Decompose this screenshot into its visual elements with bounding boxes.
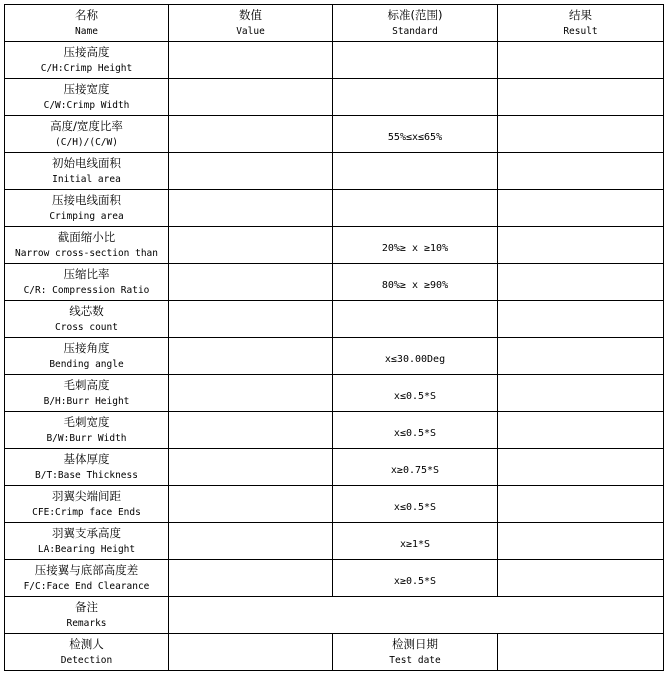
item-standard-cell (333, 486, 498, 523)
item-standard-text: x≤0.5*S (393, 427, 437, 439)
item-name-en: B/H:Burr Height (43, 395, 130, 407)
item-value-cell[interactable] (169, 153, 333, 190)
item-value-cell[interactable] (169, 79, 333, 116)
item-value-cell[interactable] (169, 264, 333, 301)
item-standard-cell (333, 42, 498, 79)
item-result-cell[interactable] (498, 301, 664, 338)
item-name-en: Narrow cross-section than (15, 247, 158, 259)
item-value-cell[interactable] (169, 190, 333, 227)
item-name-en: C/R: Compression Ratio (23, 284, 150, 296)
item-name-zh: 压接电线面积 (52, 192, 121, 207)
detection-value-cell[interactable] (169, 634, 333, 671)
item-name-en: C/W:Crimp Width (43, 99, 130, 111)
item-standard-text: x≤0.5*S (393, 501, 437, 513)
item-name-zh: 初始电线面积 (52, 155, 121, 170)
table-row (5, 264, 664, 301)
item-standard-cell (333, 79, 498, 116)
item-standard-cell (333, 116, 498, 153)
item-value-cell[interactable] (169, 338, 333, 375)
item-value-cell[interactable] (169, 486, 333, 523)
item-value-cell[interactable] (169, 116, 333, 153)
item-name-cell (5, 375, 169, 412)
test-date-label-cell (333, 634, 498, 671)
remarks-zh: 备注 (75, 599, 98, 614)
item-name-cell (5, 338, 169, 375)
item-name-zh: 毛刺高度 (63, 377, 110, 392)
item-standard-cell (333, 264, 498, 301)
item-name-cell (5, 79, 169, 116)
item-name-zh: 毛刺宽度 (63, 414, 110, 429)
detection-zh: 检测人 (69, 636, 104, 651)
test-date-value-cell[interactable] (498, 634, 664, 671)
header-value-zh: 数值 (239, 7, 262, 22)
detection-en: Detection (60, 654, 113, 666)
remarks-label-cell (5, 597, 169, 634)
item-name-zh: 羽翼支承高度 (52, 525, 121, 540)
item-result-cell[interactable] (498, 190, 664, 227)
item-standard-cell (333, 153, 498, 190)
table-row (5, 116, 664, 153)
item-name-zh: 线芯数 (69, 303, 104, 318)
remarks-value-cell[interactable] (169, 597, 664, 634)
item-result-cell[interactable] (498, 560, 664, 597)
item-result-cell[interactable] (498, 375, 664, 412)
item-value-cell[interactable] (169, 523, 333, 560)
item-name-cell (5, 523, 169, 560)
item-name-cell (5, 227, 169, 264)
item-name-cell (5, 116, 169, 153)
item-result-cell[interactable] (498, 412, 664, 449)
item-standard-cell (333, 375, 498, 412)
item-name-zh: 截面缩小比 (57, 229, 116, 244)
test-date-en: Test date (389, 654, 441, 666)
table-row (5, 375, 664, 412)
item-value-cell[interactable] (169, 560, 333, 597)
item-name-cell (5, 560, 169, 597)
table-row (5, 301, 664, 338)
item-name-zh: 压缩比率 (63, 266, 110, 281)
header-name-zh: 名称 (75, 7, 98, 22)
table-row (5, 523, 664, 560)
table-row (5, 412, 664, 449)
item-standard-cell (333, 227, 498, 264)
item-result-cell[interactable] (498, 79, 664, 116)
table-row (5, 79, 664, 116)
item-value-cell[interactable] (169, 301, 333, 338)
table-row (5, 190, 664, 227)
table-row (5, 42, 664, 79)
crimp-inspection-table (4, 4, 664, 671)
item-standard-text: x≥0.75*S (390, 464, 440, 476)
item-result-cell[interactable] (498, 42, 664, 79)
item-name-cell (5, 153, 169, 190)
item-value-cell[interactable] (169, 375, 333, 412)
item-name-cell (5, 42, 169, 79)
item-name-zh: 高度/宽度比率 (50, 118, 123, 133)
item-result-cell[interactable] (498, 486, 664, 523)
table-row (5, 486, 664, 523)
item-standard-text: x≥1*S (399, 538, 431, 550)
item-result-cell[interactable] (498, 264, 664, 301)
item-name-en: Initial area (52, 173, 121, 185)
footer-row (5, 634, 664, 671)
remarks-row (5, 597, 664, 634)
table-row (5, 560, 664, 597)
item-standard-text: 20%≥ x ≥10% (381, 242, 449, 254)
item-standard-cell (333, 338, 498, 375)
item-name-zh: 基体厚度 (63, 451, 110, 466)
item-name-en: Bending angle (49, 358, 124, 370)
item-result-cell[interactable] (498, 449, 664, 486)
item-value-cell[interactable] (169, 227, 333, 264)
header-result-zh: 结果 (569, 7, 592, 22)
item-name-zh: 压接翼与底部高度差 (34, 562, 139, 577)
table-row (5, 449, 664, 486)
item-result-cell[interactable] (498, 116, 664, 153)
item-name-cell (5, 264, 169, 301)
header-standard-cell (333, 5, 498, 42)
item-standard-cell (333, 523, 498, 560)
item-standard-cell (333, 301, 498, 338)
item-name-zh: 压接角度 (63, 340, 110, 355)
item-name-cell (5, 486, 169, 523)
item-name-en: B/T:Base Thickness (35, 469, 138, 481)
header-value-en: Value (236, 25, 265, 37)
item-name-en: LA:Bearing Height (37, 543, 136, 555)
header-name-cell (5, 5, 169, 42)
item-result-cell[interactable] (498, 227, 664, 264)
item-value-cell[interactable] (169, 412, 333, 449)
item-name-zh: 压接高度 (63, 44, 110, 59)
header-row (5, 5, 664, 42)
item-result-cell[interactable] (498, 338, 664, 375)
item-name-en: CFE:Crimp face Ends (32, 506, 141, 518)
item-name-en: C/H:Crimp Height (40, 62, 133, 74)
item-name-zh: 压接宽度 (63, 81, 110, 96)
header-value-cell (169, 5, 333, 42)
test-date-zh: 检测日期 (392, 636, 438, 651)
header-result-cell (498, 5, 664, 42)
header-result-en: Result (563, 25, 598, 37)
item-standard-text: x≤30.00Deg (384, 353, 446, 365)
item-result-cell[interactable] (498, 153, 664, 190)
table-row (5, 338, 664, 375)
item-name-en: B/W:Burr Width (46, 432, 127, 444)
item-name-zh: 羽翼尖端间距 (52, 488, 121, 503)
header-standard-en: Standard (392, 25, 438, 37)
item-value-cell[interactable] (169, 449, 333, 486)
item-name-cell (5, 449, 169, 486)
header-standard-zh: 标准(范围) (387, 7, 443, 22)
remarks-en: Remarks (66, 617, 107, 629)
item-standard-text: 80%≥ x ≥90% (381, 279, 449, 291)
table-row (5, 227, 664, 264)
detection-label-cell (5, 634, 169, 671)
header-name-en: Name (75, 25, 98, 37)
item-standard-cell (333, 412, 498, 449)
table-row (5, 153, 664, 190)
item-value-cell[interactable] (169, 42, 333, 79)
item-result-cell[interactable] (498, 523, 664, 560)
item-name-cell (5, 190, 169, 227)
item-name-cell (5, 301, 169, 338)
item-name-en: Crimping area (49, 210, 124, 222)
item-standard-cell (333, 190, 498, 227)
item-name-cell (5, 412, 169, 449)
item-standard-text: x≤0.5*S (393, 390, 437, 402)
item-name-en: F/C:Face End Clearance (23, 580, 150, 592)
item-standard-cell (333, 560, 498, 597)
item-standard-text: x≥0.5*S (393, 575, 437, 587)
item-standard-cell (333, 449, 498, 486)
item-name-en: (C/H)/(C/W) (55, 136, 118, 148)
item-standard-text: 55%≤x≤65% (387, 131, 443, 143)
item-name-en: Cross count (55, 321, 118, 333)
